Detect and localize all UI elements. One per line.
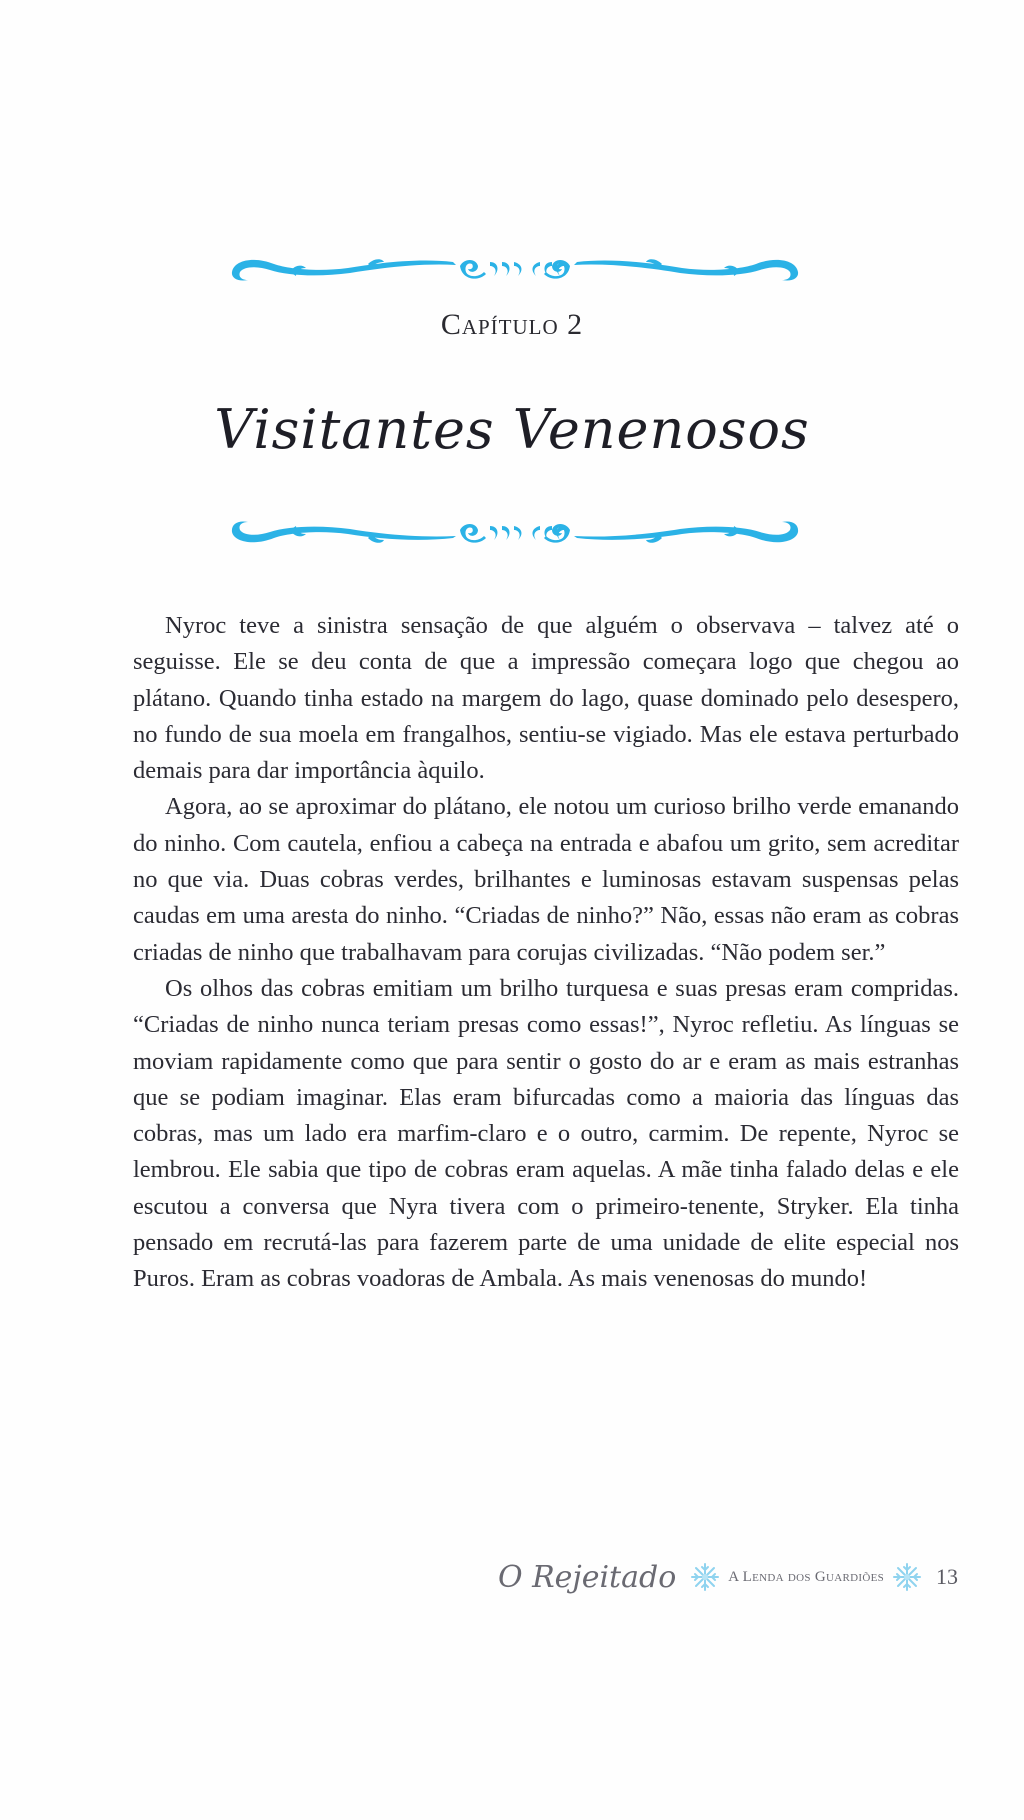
running-footer <box>498 1552 958 1602</box>
chapter-title: Visitantes Venenosos <box>214 398 810 461</box>
scroll-flourish-icon <box>228 512 802 552</box>
footer-book-title: O Rejeitado <box>497 1559 677 1595</box>
snowflake-icon <box>690 1562 720 1592</box>
paragraph: Agora, ao se aproximar do plátano, ele notou um curioso brilho verde emanando do ninho. Com cautela, enfiou a cabeça na entrada e abafou um grito, sem acreditar no que via. Duas cobras verdes, brilhantes e luminosas estavam suspensas pelas caudas em uma aresta do ninho. “Criadas de ninho?” Não, essas não eram as cobras criadas de ninho que trabalhavam para corujas civilizadas. “Não podem ser.” <box>133 793 959 966</box>
chapter-body <box>133 608 959 1298</box>
chapter-label: Capítulo 2 <box>440 308 584 341</box>
page-number: 13 <box>936 1564 958 1589</box>
snowflake-icon <box>892 1562 922 1592</box>
footer-series-title: A Lenda dos Guardiões <box>728 1568 884 1585</box>
paragraph: Nyroc teve a sinistra sensação de que alguém o observava – talvez até o seguisse. Ele se deu conta de que a impressão começara logo que chegou ao plátano. Quando tinha estado na margem do lago, quase dominado pelo desespero, no fundo de sua moela em frangalhos, sentiu-se vigiado. Mas ele estava perturbado demais para dar importância àquilo. <box>133 612 959 785</box>
scroll-flourish-icon <box>228 250 802 290</box>
paragraph: Os olhos das cobras emitiam um brilho turquesa e suas presas eram compridas. “Criadas de ninho nunca teriam presas como essas!”, Nyroc refletiu. As línguas se moviam rapidamente como que para sentir o gosto do ar e eram as mais estranhas que se podiam imaginar. Elas eram bifurcadas como a maioria das línguas das cobras, mas um lado era marfim-claro e o outro, carmim. De repente, Nyroc se lembrou. Ele sabia que tipo de cobras eram aquelas. A mãe tinha falado delas e ele escutou a conversa que Nyra tivera com o primeiro-tenente, Stryker. Ela tinha pensado em recrutá-las para fazerem parte de uma unidade de elite especial nos Puros. Eram as cobras voadoras de Ambala. As mais venenosas do mundo! <box>133 974 959 1293</box>
